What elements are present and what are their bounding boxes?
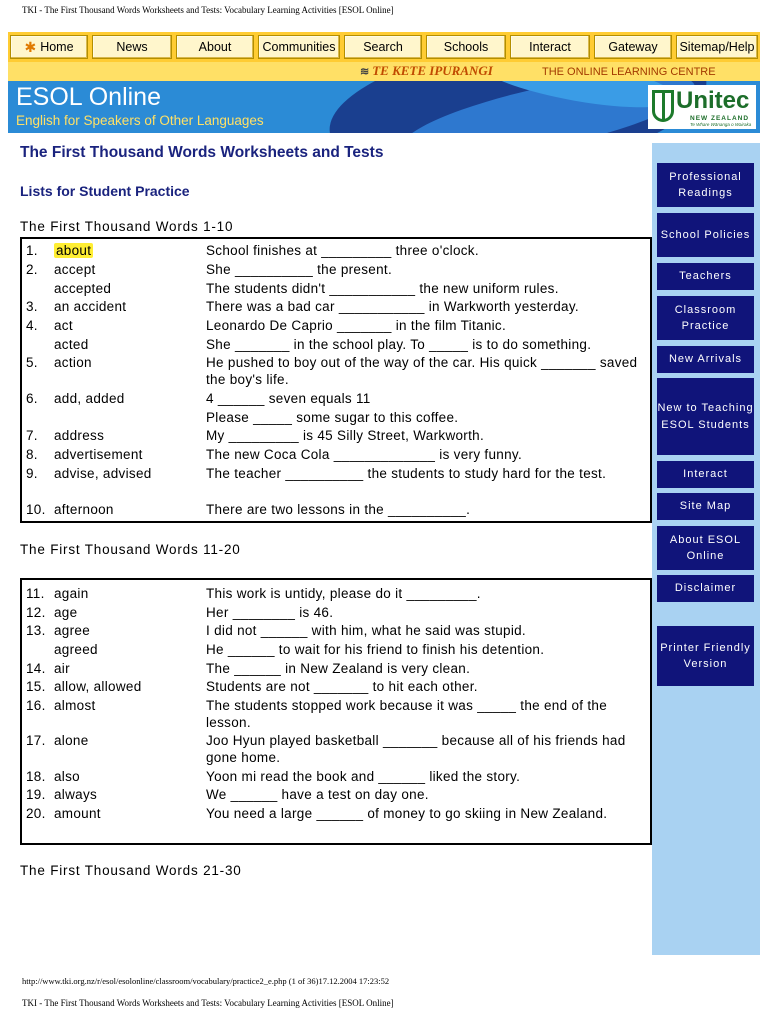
example-sentence: 4 ______ seven equals 11 [206, 391, 371, 406]
section-subtitle: Lists for Student Practice [20, 183, 190, 199]
nav-interact-button[interactable]: Interact [510, 35, 590, 59]
tki-tagline: THE ONLINE LEARNING CENTRE [542, 66, 716, 78]
example-sentence: The new Coca Cola _____________ is very funny. [206, 447, 522, 462]
word-number: 18. [26, 769, 46, 784]
word-number: 4. [26, 318, 38, 333]
word-number: 13. [26, 623, 46, 638]
word-entry: agree [54, 623, 91, 638]
sidebar-item-site-map[interactable]: Site Map [657, 493, 754, 520]
sidebar-item-new-to-teaching[interactable]: New to Teaching ESOL Students [657, 378, 754, 455]
unitec-country: NEW ZEALAND [690, 115, 750, 122]
example-sentence: Joo Hyun played basketball _______ because all of his friends had gone home. [206, 733, 626, 765]
nav-schools-button[interactable]: Schools [426, 35, 506, 59]
nav-bar [8, 32, 760, 62]
nav-communities-button[interactable]: Communities [258, 35, 340, 59]
word-list-box-11-20 [20, 578, 652, 845]
wave-icon: ≋ [360, 66, 370, 78]
word-number: 19. [26, 787, 46, 802]
list-heading-21-30: The First Thousand Words 21-30 [20, 863, 242, 878]
word-number: 12. [26, 605, 46, 620]
word-entry: age [54, 605, 78, 620]
word-entry: action [54, 355, 92, 370]
unitec-crest-icon [652, 90, 674, 122]
word-number: 15. [26, 679, 46, 694]
nav-search-button[interactable]: Search [344, 35, 422, 59]
pdf-header: TKI - The First Thousand Words Worksheets and Tests: Vocabulary Learning Activities [ESOL Online] [22, 5, 394, 15]
word-number: 16. [26, 698, 46, 713]
sidebar-item-professional-readings[interactable]: Professional Readings [657, 163, 754, 207]
sidebar-item-classroom-practice[interactable]: Classroom Practice [657, 296, 754, 340]
example-sentence: Leonardo De Caprio _______ in the film Titanic. [206, 318, 507, 333]
word-entry: an accident [54, 299, 127, 314]
nav-about-button[interactable]: About [176, 35, 254, 59]
nav-home-button[interactable] [10, 35, 88, 59]
example-sentence: The students didn't ___________ the new uniform rules. [206, 281, 559, 296]
example-sentence: There was a bad car ___________ in Warkworth yesterday. [206, 299, 579, 314]
word-entry: air [54, 661, 70, 676]
word-entry [54, 242, 204, 259]
word-entry: advertisement [54, 447, 143, 462]
banner-subtitle: English for Speakers of Other Languages [16, 113, 264, 128]
word-entry: always [54, 787, 98, 802]
word-entry: alone [54, 733, 89, 748]
unitec-logo[interactable] [648, 85, 756, 129]
example-sentence: Yoon mi read the book and ______ liked the story. [206, 769, 521, 784]
printer-friendly-button[interactable]: Printer Friendly Version [657, 626, 754, 686]
footer-url: http://www.tki.org.nz/r/esol/esolonline/classroom/vocabulary/practice2_e.php (1 of 36)17.12.2004 17:23:52 [22, 976, 390, 986]
esol-banner [8, 81, 760, 133]
example-sentence: He ______ to wait for his friend to finish his detention. [206, 642, 545, 657]
word-entry: again [54, 586, 89, 601]
nav-sitemap-button[interactable]: Sitemap/Help [676, 35, 758, 59]
word-number: 2. [26, 262, 38, 277]
word-entry: also [54, 769, 80, 784]
word-entry: act [54, 318, 73, 333]
word-entry: almost [54, 698, 96, 713]
word-entry: agreed [54, 642, 98, 657]
word-entry: acted [54, 337, 89, 352]
tki-logo-text: TE KETE IPURANGI [372, 63, 493, 78]
word-entry: address [54, 428, 105, 443]
banner-title[interactable]: ESOL Online [16, 83, 161, 111]
nav-home-label: Home [40, 40, 74, 54]
example-sentence: The ______ in New Zealand is very clean. [206, 661, 471, 676]
example-sentence: Please _____ some sugar to this coffee. [206, 410, 459, 425]
example-sentence: She _______ in the school play. To _____ is to do something. [206, 337, 592, 352]
sidebar-item-disclaimer[interactable]: Disclaimer [657, 575, 754, 602]
list-heading-1-10: The First Thousand Words 1-10 [20, 219, 234, 234]
example-sentence: She __________ the present. [206, 262, 392, 277]
sidebar-item-new-arrivals[interactable]: New Arrivals [657, 346, 754, 373]
sidebar-item-about-esol[interactable]: About ESOL Online [657, 526, 754, 570]
word-entry: accept [54, 262, 96, 277]
word-number: 5. [26, 355, 38, 370]
sidebar [652, 143, 760, 955]
word-number: 10. [26, 502, 46, 517]
example-sentence: Her ________ is 46. [206, 605, 334, 620]
page-title: The First Thousand Words Worksheets and Tests [20, 144, 384, 161]
list-heading-11-20: The First Thousand Words 11-20 [20, 542, 241, 557]
word-number: 11. [26, 586, 45, 601]
tki-logo[interactable] [360, 63, 493, 79]
example-sentence: The teacher __________ the students to study hard for the test. [206, 466, 607, 481]
example-sentence: We ______ have a test on day one. [206, 787, 429, 802]
word-entry: amount [54, 806, 101, 821]
unitec-motto: Te Whare Wānanga o Wairaka [690, 122, 752, 127]
word-number: 8. [26, 447, 38, 462]
word-number: 20. [26, 806, 46, 821]
example-sentence: There are two lessons in the __________. [206, 502, 471, 517]
word-number: 9. [26, 466, 38, 481]
sidebar-item-interact[interactable]: Interact [657, 461, 754, 488]
example-sentence: This work is untidy, please do it _________. [206, 586, 481, 601]
example-sentence: School finishes at _________ three o'clock. [206, 243, 479, 258]
word-number: 14. [26, 661, 46, 676]
example-sentence: The students stopped work because it was _____ the end of the lesson. [206, 698, 608, 730]
example-sentence: He pushed to boy out of the way of the car. His quick _______ saved the boy's life. [206, 355, 638, 387]
word-entry: advise, advised [54, 466, 152, 481]
word-entry: accepted [54, 281, 112, 296]
footer-title: TKI - The First Thousand Words Worksheets and Tests: Vocabulary Learning Activities [ESOL Online] [22, 998, 394, 1008]
word-entry: allow, allowed [54, 679, 142, 694]
example-sentence: My _________ is 45 Silly Street, Warkworth. [206, 428, 485, 443]
word-number: 3. [26, 299, 38, 314]
word-number: 1. [26, 243, 38, 258]
example-sentence: You need a large ______ of money to go skiing in New Zealand. [206, 806, 608, 821]
nav-gateway-button[interactable]: Gateway [594, 35, 672, 59]
example-sentence: Students are not _______ to hit each other. [206, 679, 478, 694]
word-number: 7. [26, 428, 38, 443]
tki-strip [8, 62, 760, 81]
word-number: 17. [26, 733, 46, 748]
word-list-box-1-10 [20, 237, 652, 523]
tki-star-icon: ✱ [24, 38, 37, 55]
unitec-name: Unitec [676, 87, 750, 114]
word-entry: add, added [54, 391, 125, 406]
example-sentence: I did not ______ with him, what he said was stupid. [206, 623, 526, 638]
nav-news-button[interactable]: News [92, 35, 172, 59]
sidebar-item-teachers[interactable]: Teachers [657, 263, 754, 290]
word-number: 6. [26, 391, 38, 406]
sidebar-item-school-policies[interactable]: School Policies [657, 213, 754, 257]
highlighted-word: about [56, 243, 92, 258]
word-entry: afternoon [54, 502, 114, 517]
